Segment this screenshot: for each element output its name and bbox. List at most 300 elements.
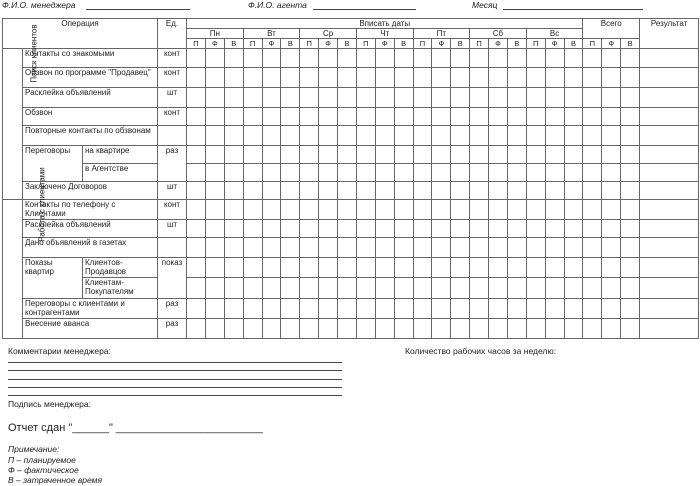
entry-cell[interactable] (281, 238, 300, 258)
entry-cell[interactable] (338, 220, 357, 238)
total-cell[interactable] (602, 220, 621, 238)
entry-cell[interactable] (262, 299, 281, 319)
entry-cell[interactable] (224, 49, 243, 68)
agent-name-line[interactable] (313, 9, 416, 10)
entry-cell[interactable] (526, 88, 545, 108)
entry-cell[interactable] (470, 68, 489, 88)
comment-line[interactable] (8, 370, 342, 371)
entry-cell[interactable] (205, 319, 224, 339)
entry-cell[interactable] (545, 49, 564, 68)
entry-cell[interactable] (564, 182, 583, 200)
entry-cell[interactable] (413, 220, 432, 238)
result-cell[interactable] (640, 108, 699, 126)
entry-cell[interactable] (356, 126, 375, 146)
entry-cell[interactable] (187, 319, 206, 339)
result-cell[interactable] (640, 238, 699, 258)
entry-cell[interactable] (281, 299, 300, 319)
entry-cell[interactable] (356, 238, 375, 258)
entry-cell[interactable] (187, 108, 206, 126)
entry-cell[interactable] (375, 146, 394, 164)
entry-cell[interactable] (394, 299, 413, 319)
total-cell[interactable] (621, 68, 640, 88)
entry-cell[interactable] (319, 278, 338, 299)
total-cell[interactable] (583, 68, 602, 88)
entry-cell[interactable] (205, 278, 224, 299)
entry-cell[interactable] (262, 319, 281, 339)
entry-cell[interactable] (262, 126, 281, 146)
entry-cell[interactable] (432, 238, 451, 258)
entry-cell[interactable] (356, 68, 375, 88)
entry-cell[interactable] (243, 108, 262, 126)
total-cell[interactable] (583, 319, 602, 339)
entry-cell[interactable] (338, 319, 357, 339)
entry-cell[interactable] (224, 220, 243, 238)
result-cell[interactable] (640, 126, 699, 146)
comment-line[interactable] (8, 362, 342, 363)
entry-cell[interactable] (470, 200, 489, 220)
entry-cell[interactable] (187, 200, 206, 220)
entry-cell[interactable] (375, 88, 394, 108)
entry-cell[interactable] (243, 146, 262, 164)
entry-cell[interactable] (205, 258, 224, 278)
entry-cell[interactable] (545, 220, 564, 238)
entry-cell[interactable] (187, 238, 206, 258)
entry-cell[interactable] (451, 182, 470, 200)
entry-cell[interactable] (432, 319, 451, 339)
total-cell[interactable] (583, 258, 602, 278)
entry-cell[interactable] (451, 238, 470, 258)
entry-cell[interactable] (375, 182, 394, 200)
entry-cell[interactable] (451, 49, 470, 68)
entry-cell[interactable] (413, 108, 432, 126)
entry-cell[interactable] (489, 146, 508, 164)
entry-cell[interactable] (205, 164, 224, 182)
total-cell[interactable] (621, 258, 640, 278)
entry-cell[interactable] (262, 164, 281, 182)
entry-cell[interactable] (507, 299, 526, 319)
total-cell[interactable] (602, 299, 621, 319)
entry-cell[interactable] (224, 182, 243, 200)
entry-cell[interactable] (394, 200, 413, 220)
entry-cell[interactable] (187, 278, 206, 299)
entry-cell[interactable] (187, 49, 206, 68)
entry-cell[interactable] (205, 126, 224, 146)
total-cell[interactable] (583, 238, 602, 258)
result-cell[interactable] (640, 164, 699, 182)
total-cell[interactable] (621, 49, 640, 68)
entry-cell[interactable] (338, 49, 357, 68)
entry-cell[interactable] (432, 68, 451, 88)
entry-cell[interactable] (507, 182, 526, 200)
entry-cell[interactable] (205, 182, 224, 200)
entry-cell[interactable] (319, 68, 338, 88)
entry-cell[interactable] (281, 126, 300, 146)
entry-cell[interactable] (545, 278, 564, 299)
entry-cell[interactable] (356, 319, 375, 339)
entry-cell[interactable] (507, 126, 526, 146)
comment-line[interactable] (8, 379, 342, 380)
entry-cell[interactable] (526, 258, 545, 278)
total-cell[interactable] (621, 88, 640, 108)
entry-cell[interactable] (394, 319, 413, 339)
entry-cell[interactable] (394, 126, 413, 146)
entry-cell[interactable] (451, 299, 470, 319)
month-line[interactable] (503, 9, 643, 10)
entry-cell[interactable] (281, 182, 300, 200)
entry-cell[interactable] (243, 220, 262, 238)
entry-cell[interactable] (224, 238, 243, 258)
entry-cell[interactable] (356, 220, 375, 238)
entry-cell[interactable] (451, 200, 470, 220)
entry-cell[interactable] (281, 278, 300, 299)
entry-cell[interactable] (319, 258, 338, 278)
entry-cell[interactable] (451, 146, 470, 164)
entry-cell[interactable] (451, 164, 470, 182)
entry-cell[interactable] (564, 238, 583, 258)
entry-cell[interactable] (526, 299, 545, 319)
entry-cell[interactable] (451, 126, 470, 146)
total-cell[interactable] (583, 126, 602, 146)
entry-cell[interactable] (356, 164, 375, 182)
entry-cell[interactable] (319, 126, 338, 146)
entry-cell[interactable] (564, 319, 583, 339)
entry-cell[interactable] (338, 299, 357, 319)
total-cell[interactable] (602, 319, 621, 339)
entry-cell[interactable] (526, 68, 545, 88)
entry-cell[interactable] (451, 68, 470, 88)
total-cell[interactable] (583, 200, 602, 220)
total-cell[interactable] (602, 68, 621, 88)
entry-cell[interactable] (470, 88, 489, 108)
entry-cell[interactable] (432, 258, 451, 278)
entry-cell[interactable] (507, 238, 526, 258)
entry-cell[interactable] (281, 200, 300, 220)
entry-cell[interactable] (545, 299, 564, 319)
total-cell[interactable] (621, 126, 640, 146)
entry-cell[interactable] (375, 200, 394, 220)
total-cell[interactable] (583, 164, 602, 182)
entry-cell[interactable] (413, 319, 432, 339)
entry-cell[interactable] (489, 258, 508, 278)
entry-cell[interactable] (545, 88, 564, 108)
entry-cell[interactable] (394, 68, 413, 88)
comment-line[interactable] (8, 395, 342, 396)
entry-cell[interactable] (375, 278, 394, 299)
entry-cell[interactable] (338, 108, 357, 126)
entry-cell[interactable] (489, 88, 508, 108)
entry-cell[interactable] (375, 299, 394, 319)
entry-cell[interactable] (300, 88, 319, 108)
total-cell[interactable] (583, 299, 602, 319)
entry-cell[interactable] (507, 146, 526, 164)
entry-cell[interactable] (432, 146, 451, 164)
entry-cell[interactable] (300, 68, 319, 88)
entry-cell[interactable] (205, 299, 224, 319)
entry-cell[interactable] (224, 108, 243, 126)
entry-cell[interactable] (356, 258, 375, 278)
entry-cell[interactable] (564, 88, 583, 108)
entry-cell[interactable] (545, 126, 564, 146)
entry-cell[interactable] (489, 319, 508, 339)
entry-cell[interactable] (281, 88, 300, 108)
entry-cell[interactable] (526, 164, 545, 182)
entry-cell[interactable] (187, 182, 206, 200)
total-cell[interactable] (602, 146, 621, 164)
entry-cell[interactable] (338, 164, 357, 182)
entry-cell[interactable] (451, 108, 470, 126)
entry-cell[interactable] (394, 108, 413, 126)
entry-cell[interactable] (413, 299, 432, 319)
entry-cell[interactable] (507, 278, 526, 299)
result-cell[interactable] (640, 200, 699, 220)
entry-cell[interactable] (243, 299, 262, 319)
entry-cell[interactable] (507, 88, 526, 108)
entry-cell[interactable] (526, 182, 545, 200)
entry-cell[interactable] (470, 319, 489, 339)
total-cell[interactable] (583, 88, 602, 108)
entry-cell[interactable] (356, 146, 375, 164)
result-cell[interactable] (640, 88, 699, 108)
result-cell[interactable] (640, 68, 699, 88)
entry-cell[interactable] (187, 299, 206, 319)
entry-cell[interactable] (564, 108, 583, 126)
total-cell[interactable] (621, 200, 640, 220)
entry-cell[interactable] (338, 146, 357, 164)
entry-cell[interactable] (526, 319, 545, 339)
entry-cell[interactable] (243, 278, 262, 299)
entry-cell[interactable] (300, 258, 319, 278)
result-cell[interactable] (640, 146, 699, 164)
entry-cell[interactable] (432, 200, 451, 220)
entry-cell[interactable] (564, 200, 583, 220)
total-cell[interactable] (602, 126, 621, 146)
entry-cell[interactable] (507, 319, 526, 339)
entry-cell[interactable] (338, 182, 357, 200)
entry-cell[interactable] (526, 278, 545, 299)
entry-cell[interactable] (507, 49, 526, 68)
entry-cell[interactable] (489, 220, 508, 238)
entry-cell[interactable] (394, 258, 413, 278)
entry-cell[interactable] (470, 164, 489, 182)
entry-cell[interactable] (564, 49, 583, 68)
entry-cell[interactable] (375, 126, 394, 146)
entry-cell[interactable] (564, 126, 583, 146)
entry-cell[interactable] (432, 49, 451, 68)
entry-cell[interactable] (356, 278, 375, 299)
entry-cell[interactable] (319, 200, 338, 220)
entry-cell[interactable] (394, 220, 413, 238)
entry-cell[interactable] (224, 200, 243, 220)
total-cell[interactable] (602, 258, 621, 278)
entry-cell[interactable] (375, 238, 394, 258)
total-cell[interactable] (621, 299, 640, 319)
entry-cell[interactable] (300, 164, 319, 182)
entry-cell[interactable] (489, 126, 508, 146)
entry-cell[interactable] (413, 182, 432, 200)
entry-cell[interactable] (394, 238, 413, 258)
entry-cell[interactable] (432, 108, 451, 126)
entry-cell[interactable] (489, 200, 508, 220)
entry-cell[interactable] (262, 146, 281, 164)
entry-cell[interactable] (262, 278, 281, 299)
entry-cell[interactable] (489, 278, 508, 299)
entry-cell[interactable] (338, 68, 357, 88)
entry-cell[interactable] (451, 258, 470, 278)
entry-cell[interactable] (262, 108, 281, 126)
manager-name-line[interactable] (86, 9, 190, 10)
result-cell[interactable] (640, 49, 699, 68)
total-cell[interactable] (621, 238, 640, 258)
entry-cell[interactable] (356, 88, 375, 108)
total-cell[interactable] (602, 88, 621, 108)
entry-cell[interactable] (243, 182, 262, 200)
entry-cell[interactable] (262, 220, 281, 238)
total-cell[interactable] (583, 278, 602, 299)
entry-cell[interactable] (281, 146, 300, 164)
entry-cell[interactable] (300, 319, 319, 339)
entry-cell[interactable] (187, 126, 206, 146)
entry-cell[interactable] (413, 88, 432, 108)
entry-cell[interactable] (281, 68, 300, 88)
entry-cell[interactable] (526, 108, 545, 126)
entry-cell[interactable] (243, 238, 262, 258)
entry-cell[interactable] (319, 88, 338, 108)
entry-cell[interactable] (507, 258, 526, 278)
entry-cell[interactable] (281, 258, 300, 278)
entry-cell[interactable] (413, 200, 432, 220)
entry-cell[interactable] (394, 146, 413, 164)
entry-cell[interactable] (507, 108, 526, 126)
entry-cell[interactable] (489, 238, 508, 258)
total-cell[interactable] (621, 182, 640, 200)
entry-cell[interactable] (564, 164, 583, 182)
total-cell[interactable] (602, 182, 621, 200)
entry-cell[interactable] (319, 49, 338, 68)
entry-cell[interactable] (300, 49, 319, 68)
entry-cell[interactable] (224, 299, 243, 319)
entry-cell[interactable] (300, 108, 319, 126)
entry-cell[interactable] (300, 278, 319, 299)
total-cell[interactable] (583, 182, 602, 200)
entry-cell[interactable] (564, 146, 583, 164)
entry-cell[interactable] (319, 220, 338, 238)
entry-cell[interactable] (470, 220, 489, 238)
entry-cell[interactable] (300, 299, 319, 319)
total-cell[interactable] (621, 278, 640, 299)
total-cell[interactable] (621, 220, 640, 238)
entry-cell[interactable] (281, 49, 300, 68)
entry-cell[interactable] (224, 88, 243, 108)
entry-cell[interactable] (526, 49, 545, 68)
entry-cell[interactable] (526, 146, 545, 164)
entry-cell[interactable] (338, 88, 357, 108)
entry-cell[interactable] (507, 200, 526, 220)
result-cell[interactable] (640, 220, 699, 238)
entry-cell[interactable] (451, 220, 470, 238)
entry-cell[interactable] (224, 126, 243, 146)
entry-cell[interactable] (470, 108, 489, 126)
total-cell[interactable] (602, 238, 621, 258)
entry-cell[interactable] (243, 258, 262, 278)
entry-cell[interactable] (224, 319, 243, 339)
entry-cell[interactable] (470, 278, 489, 299)
entry-cell[interactable] (243, 88, 262, 108)
total-cell[interactable] (583, 146, 602, 164)
entry-cell[interactable] (224, 68, 243, 88)
entry-cell[interactable] (545, 146, 564, 164)
entry-cell[interactable] (545, 238, 564, 258)
entry-cell[interactable] (262, 49, 281, 68)
total-cell[interactable] (602, 278, 621, 299)
total-cell[interactable] (621, 164, 640, 182)
entry-cell[interactable] (470, 49, 489, 68)
entry-cell[interactable] (319, 164, 338, 182)
entry-cell[interactable] (187, 258, 206, 278)
entry-cell[interactable] (432, 299, 451, 319)
entry-cell[interactable] (356, 108, 375, 126)
entry-cell[interactable] (507, 220, 526, 238)
entry-cell[interactable] (564, 299, 583, 319)
entry-cell[interactable] (224, 258, 243, 278)
entry-cell[interactable] (375, 164, 394, 182)
entry-cell[interactable] (526, 220, 545, 238)
entry-cell[interactable] (489, 68, 508, 88)
entry-cell[interactable] (300, 238, 319, 258)
entry-cell[interactable] (489, 108, 508, 126)
entry-cell[interactable] (545, 200, 564, 220)
entry-cell[interactable] (394, 278, 413, 299)
result-cell[interactable] (640, 182, 699, 200)
entry-cell[interactable] (432, 182, 451, 200)
entry-cell[interactable] (451, 278, 470, 299)
comment-line[interactable] (8, 387, 342, 388)
entry-cell[interactable] (300, 182, 319, 200)
entry-cell[interactable] (470, 182, 489, 200)
entry-cell[interactable] (432, 88, 451, 108)
entry-cell[interactable] (470, 299, 489, 319)
entry-cell[interactable] (205, 49, 224, 68)
entry-cell[interactable] (375, 220, 394, 238)
entry-cell[interactable] (243, 68, 262, 88)
entry-cell[interactable] (319, 182, 338, 200)
entry-cell[interactable] (262, 88, 281, 108)
entry-cell[interactable] (470, 238, 489, 258)
entry-cell[interactable] (545, 164, 564, 182)
entry-cell[interactable] (224, 278, 243, 299)
total-cell[interactable] (621, 319, 640, 339)
entry-cell[interactable] (394, 49, 413, 68)
entry-cell[interactable] (451, 88, 470, 108)
entry-cell[interactable] (187, 146, 206, 164)
entry-cell[interactable] (338, 258, 357, 278)
entry-cell[interactable] (262, 182, 281, 200)
entry-cell[interactable] (205, 146, 224, 164)
entry-cell[interactable] (224, 164, 243, 182)
entry-cell[interactable] (489, 182, 508, 200)
entry-cell[interactable] (413, 146, 432, 164)
entry-cell[interactable] (319, 299, 338, 319)
entry-cell[interactable] (432, 164, 451, 182)
total-cell[interactable] (621, 146, 640, 164)
entry-cell[interactable] (432, 220, 451, 238)
entry-cell[interactable] (470, 126, 489, 146)
entry-cell[interactable] (451, 319, 470, 339)
entry-cell[interactable] (205, 108, 224, 126)
total-cell[interactable] (621, 108, 640, 126)
entry-cell[interactable] (187, 68, 206, 88)
entry-cell[interactable] (375, 258, 394, 278)
entry-cell[interactable] (489, 299, 508, 319)
